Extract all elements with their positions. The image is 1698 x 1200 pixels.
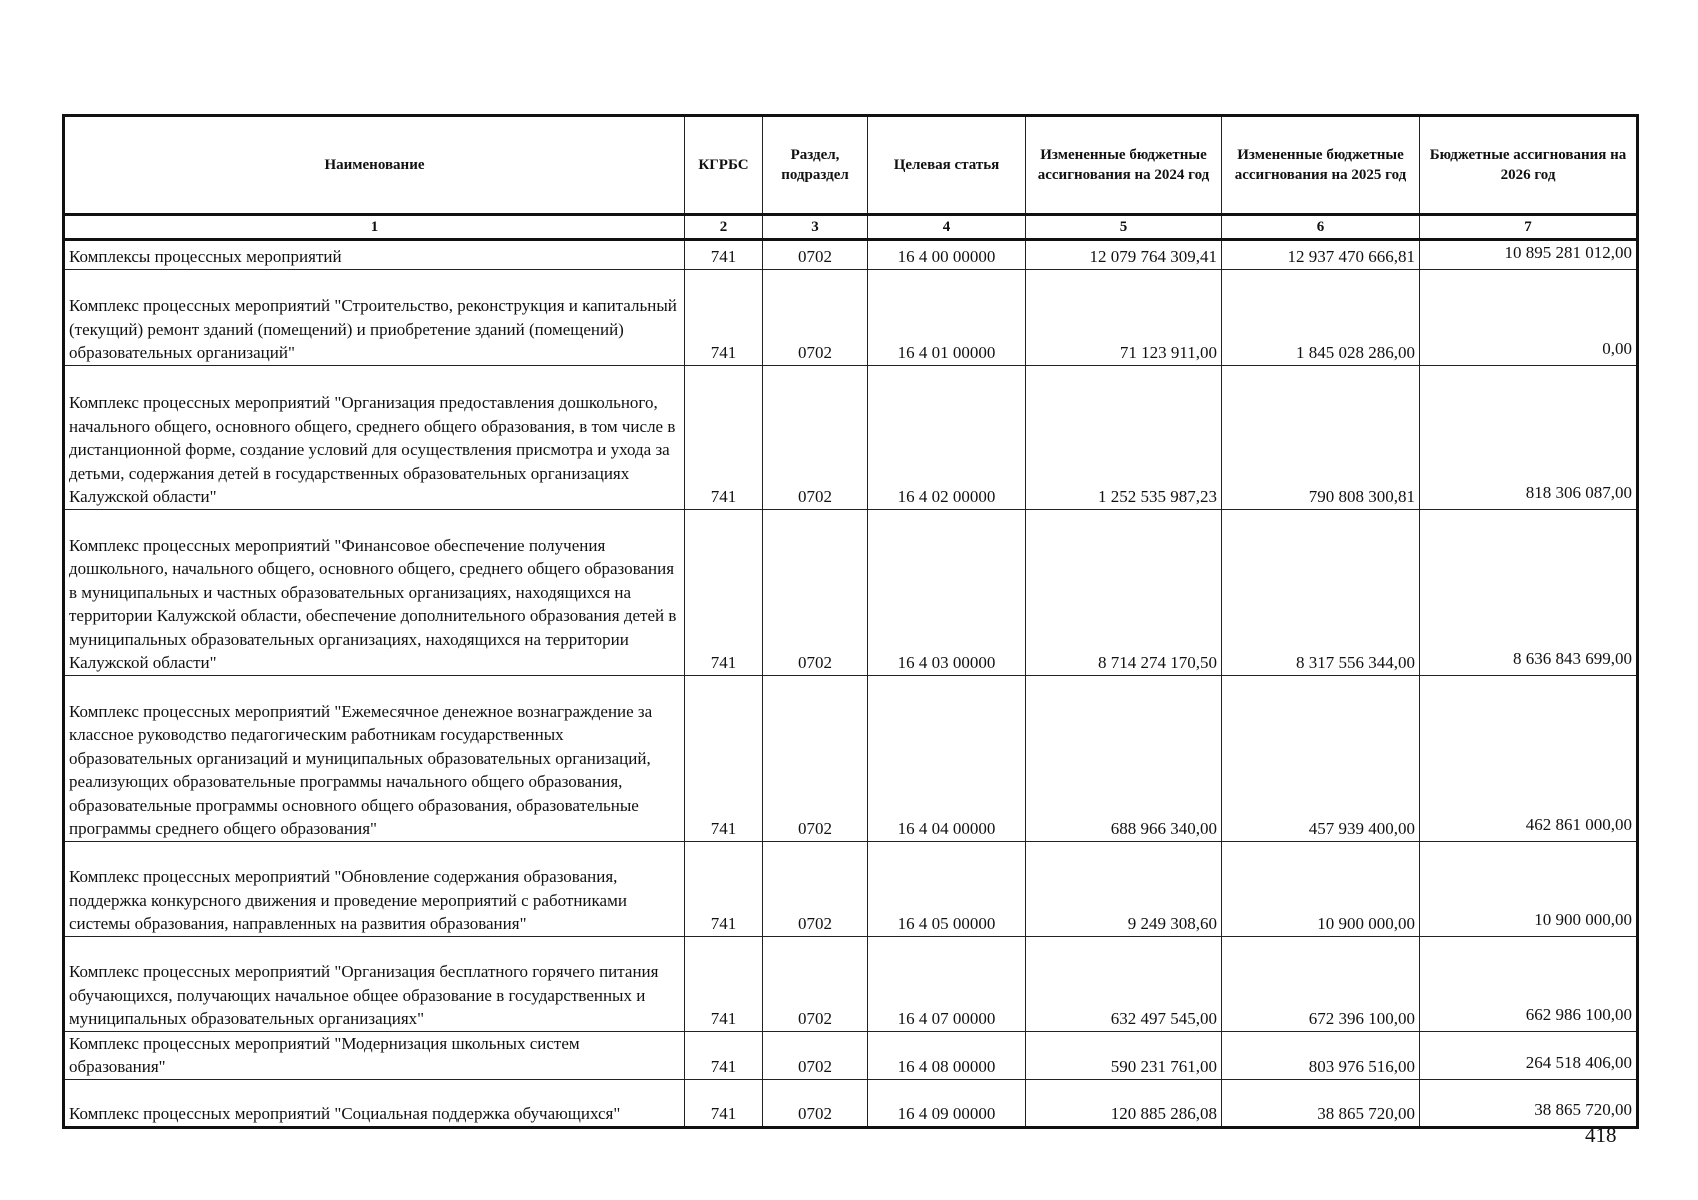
row-name: Комплексы процессных мероприятий [64,240,685,270]
column-number: 3 [763,215,868,240]
row-amount-2025: 12 937 470 666,81 [1222,240,1420,270]
row-target: 16 4 09 00000 [868,1079,1026,1127]
table-row [64,841,1638,936]
row-target: 16 4 01 00000 [868,269,1026,365]
row-section: 0702 [763,269,868,365]
row-kgrbs: 741 [685,675,763,841]
table-row [64,1079,1638,1127]
row-kgrbs: 741 [685,269,763,365]
row-kgrbs: 741 [685,240,763,270]
row-amount-2024: 590 231 761,00 [1026,1031,1222,1079]
row-amount-2025: 10 900 000,00 [1222,841,1420,936]
row-section: 0702 [763,1079,868,1127]
row-target: 16 4 04 00000 [868,675,1026,841]
row-target: 16 4 03 00000 [868,509,1026,675]
row-name: Комплекс процессных мероприятий "Ежемесячное денежное вознаграждение за классное руководство педагогическим работникам государственных образовательных организаций и муниципальных образовательных организаций, реализующих образовательные программы начального общего образования, образовательные программы основного общего образования, образовательные программы среднего общего образования" [64,675,685,841]
row-amount-2024: 632 497 545,00 [1026,936,1222,1031]
header-target: Целевая статья [868,116,1026,215]
row-section: 0702 [763,240,868,270]
row-amount-2024: 1 252 535 987,23 [1026,365,1222,509]
row-kgrbs: 741 [685,1079,763,1127]
table-row [64,675,1638,841]
row-amount-2026: 818 306 087,00 [1420,365,1638,509]
column-number: 6 [1222,215,1420,240]
header-name: Наименование [64,116,685,215]
table-row [64,240,1638,270]
header-row [64,116,1638,215]
row-amount-2026: 10 895 281 012,00 [1420,240,1638,270]
row-amount-2025: 457 939 400,00 [1222,675,1420,841]
row-amount-2024: 688 966 340,00 [1026,675,1222,841]
column-number: 7 [1420,215,1638,240]
row-amount-2026: 0,00 [1420,269,1638,365]
row-amount-2025: 803 976 516,00 [1222,1031,1420,1079]
row-amount-2025: 672 396 100,00 [1222,936,1420,1031]
row-amount-2025: 38 865 720,00 [1222,1079,1420,1127]
column-number: 4 [868,215,1026,240]
row-amount-2026: 264 518 406,00 [1420,1031,1638,1079]
row-amount-2026: 662 986 100,00 [1420,936,1638,1031]
row-section: 0702 [763,675,868,841]
header-section: Раздел, подраздел [763,116,868,215]
row-amount-2025: 1 845 028 286,00 [1222,269,1420,365]
row-name: Комплекс процессных мероприятий "Финансовое обеспечение получения дошкольного, начального общего, основного общего, среднего общего образования в муниципальных и частных образовательных организациях, находящихся на территории Калужской области, обеспечение дополнительного образования детей в муниципальных образовательных организациях, находящихся на территории Калужской области" [64,509,685,675]
row-target: 16 4 08 00000 [868,1031,1026,1079]
row-target: 16 4 00 00000 [868,240,1026,270]
page-number: 418 [1585,1123,1617,1147]
row-name: Комплекс процессных мероприятий "Обновление содержания образования, поддержка конкурсного движения и проведение мероприятий с работниками системы образования, направленных на развития образования" [64,841,685,936]
row-amount-2024: 8 714 274 170,50 [1026,509,1222,675]
budget-table [62,114,1639,1129]
row-amount-2026: 38 865 720,00 [1420,1079,1638,1127]
row-amount-2024: 71 123 911,00 [1026,269,1222,365]
row-section: 0702 [763,509,868,675]
row-kgrbs: 741 [685,509,763,675]
row-name: Комплекс процессных мероприятий "Строительство, реконструкция и капитальный (текущий) ремонт зданий (помещений) и приобретение зданий (помещений) образовательных организаций" [64,269,685,365]
row-kgrbs: 741 [685,841,763,936]
row-amount-2024: 12 079 764 309,41 [1026,240,1222,270]
row-target: 16 4 05 00000 [868,841,1026,936]
row-section: 0702 [763,365,868,509]
row-amount-2026: 10 900 000,00 [1420,841,1638,936]
row-section: 0702 [763,936,868,1031]
header-2025: Измененные бюджетные ассигнования на 2025 год [1222,116,1420,215]
column-number: 2 [685,215,763,240]
header-2024: Измененные бюджетные ассигнования на 2024 год [1026,116,1222,215]
row-target: 16 4 02 00000 [868,365,1026,509]
column-number: 5 [1026,215,1222,240]
row-target: 16 4 07 00000 [868,936,1026,1031]
row-name: Комплекс процессных мероприятий "Организация предоставления дошкольного, начального общего, основного общего, среднего общего образования, в том числе в дистанционной форме, создание условий для осуществления присмотра и ухода за детьми, содержания детей в государственных образовательных организациях Калужской области" [64,365,685,509]
row-kgrbs: 741 [685,936,763,1031]
row-amount-2026: 8 636 843 699,00 [1420,509,1638,675]
table-row [64,1031,1638,1079]
column-number-row [64,215,1638,240]
row-name: Комплекс процессных мероприятий "Организация бесплатного горячего питания обучающихся, получающих начальное общее образование в государственных и муниципальных образовательных организациях" [64,936,685,1031]
row-amount-2025: 8 317 556 344,00 [1222,509,1420,675]
row-section: 0702 [763,1031,868,1079]
row-name: Комплекс процессных мероприятий "Социальная поддержка обучающихся" [64,1079,685,1127]
row-kgrbs: 741 [685,365,763,509]
row-amount-2026: 462 861 000,00 [1420,675,1638,841]
row-amount-2024: 9 249 308,60 [1026,841,1222,936]
row-name: Комплекс процессных мероприятий "Модернизация школьных систем образования" [64,1031,685,1079]
column-number: 1 [64,215,685,240]
header-2026: Бюджетные ассигнования на 2026 год [1420,116,1638,215]
row-amount-2025: 790 808 300,81 [1222,365,1420,509]
table-row [64,365,1638,509]
table-row [64,269,1638,365]
row-kgrbs: 741 [685,1031,763,1079]
table-row [64,936,1638,1031]
row-amount-2024: 120 885 286,08 [1026,1079,1222,1127]
header-kgrbs: КГРБС [685,116,763,215]
row-section: 0702 [763,841,868,936]
table-row [64,509,1638,675]
